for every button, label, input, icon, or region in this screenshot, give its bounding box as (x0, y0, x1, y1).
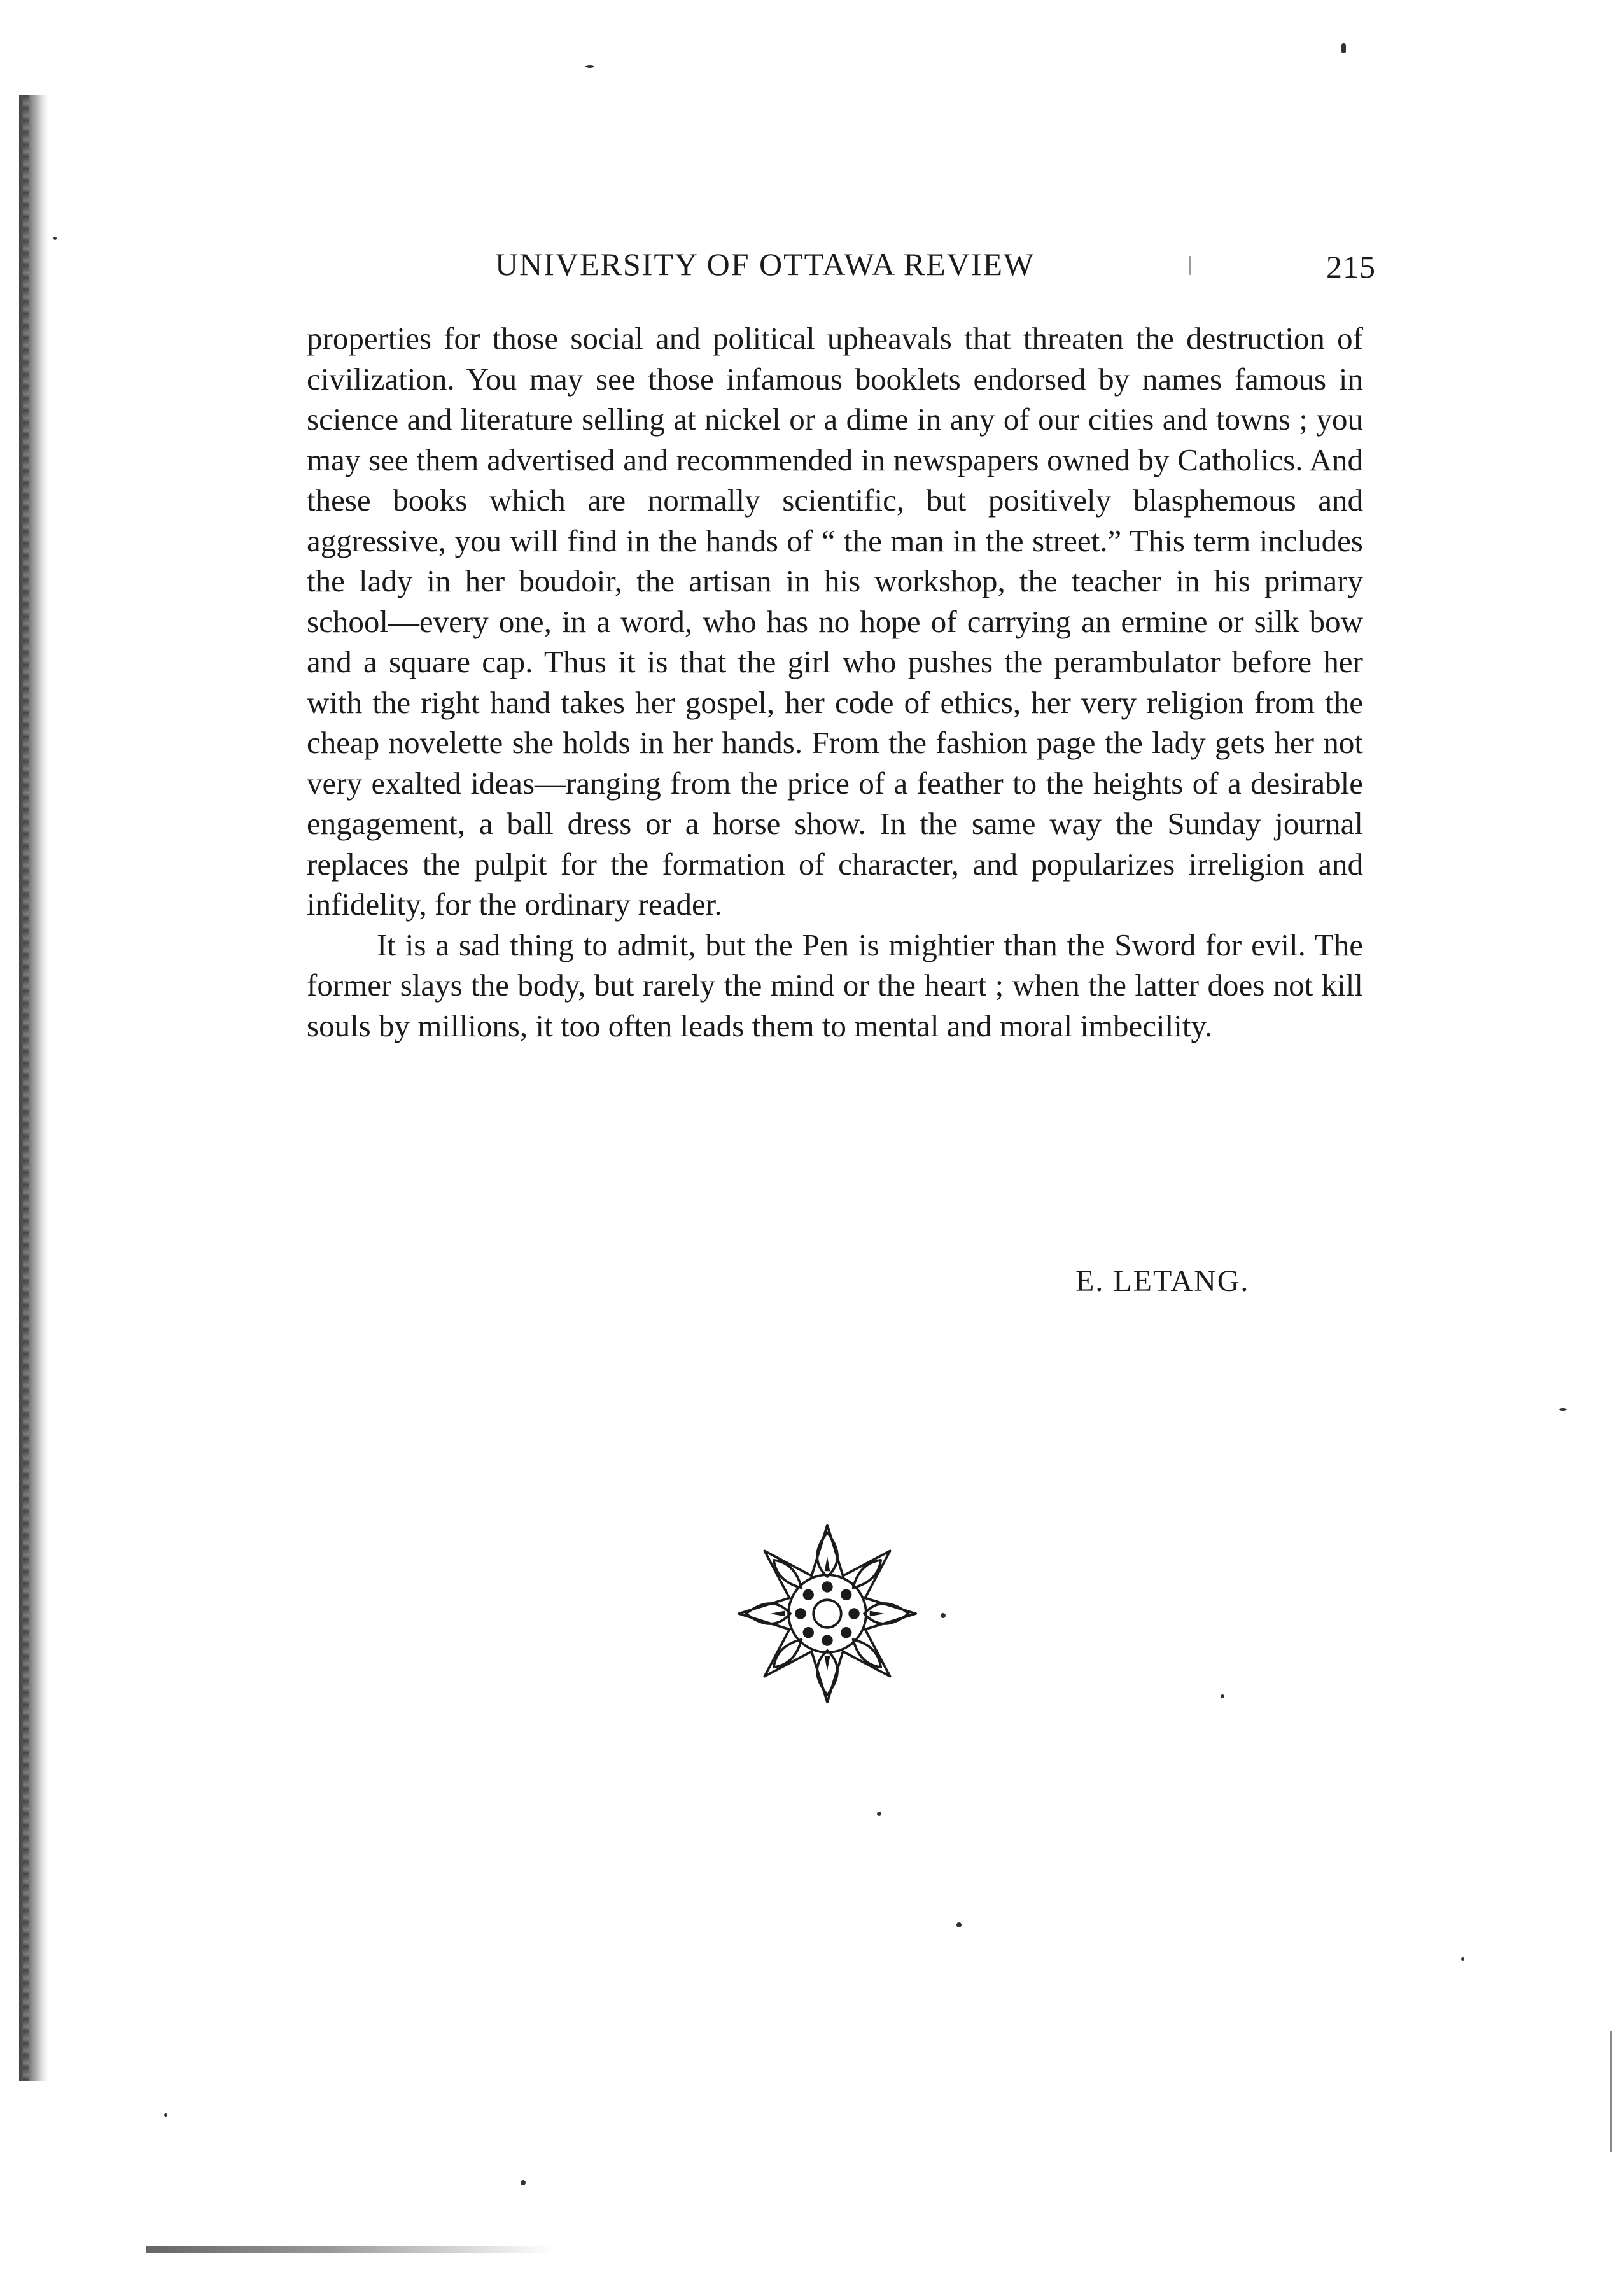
scan-speck (53, 237, 57, 240)
scan-speck (941, 1613, 946, 1618)
eight-point-rosette-icon (735, 1521, 920, 1706)
scan-speck (1461, 1957, 1464, 1961)
scan-smudge (146, 2246, 554, 2253)
running-header (307, 246, 1376, 290)
article-body (307, 318, 1363, 1046)
scan-speck (877, 1812, 881, 1816)
scan-speck (956, 1922, 962, 1927)
running-title: UNIVERSITY OF OTTAWA REVIEW (495, 246, 1035, 282)
paragraph: properties for those social and political upheavals that threaten the destruction of civilization. You may see those infamous booklets endorsed by names famous in science and literature selling at nickel or a dime in any of our cities and towns ; you may see them advertised and recommended in newspapers owned by Catholics. And these books which are normally scientific, but positively blasphemous and aggressive, you will find in the hands of “ the man in the street.” This term includes the lady in her boudoir, the artisan in his workshop, the teacher in his primary school—every one, in a word, who has no hope of carrying an ermine or silk bow and a square cap. Thus it is that the girl who pushes the perambulator before her with the right hand takes her gospel, her code of ethics, her very religion from the cheap novelette she holds in her hands. From the fashion page the lady gets her not very exalted ideas—ranging from the price of a feather to the heights of a desirable engagement, a ball dress or a horse show. In the same way the Sunday journal replaces the pulpit for the formation of character, and popularizes irreligion and infidelity, for the ordinary reader. (307, 321, 1363, 922)
scan-speck (1221, 1694, 1224, 1698)
scan-speck (164, 2113, 167, 2117)
book-binding-edge (19, 95, 48, 2081)
scan-speck (1559, 1408, 1567, 1411)
scan-speck (521, 2180, 526, 2185)
scan-speck (1341, 43, 1346, 53)
paragraph: It is a sad thing to admit, but the Pen is mightier than the Sword for evil. The former slays the body, but rarely the mind or the heart ; when the latter does not kill souls by millions, it too often leads them to mental and moral imbecility. (307, 927, 1363, 1043)
author-signature: E. LETANG. (1075, 1264, 1250, 1298)
scan-speck (585, 65, 594, 68)
scan-edge-mark (1610, 2031, 1612, 2152)
page-number: 215 (1326, 249, 1376, 285)
